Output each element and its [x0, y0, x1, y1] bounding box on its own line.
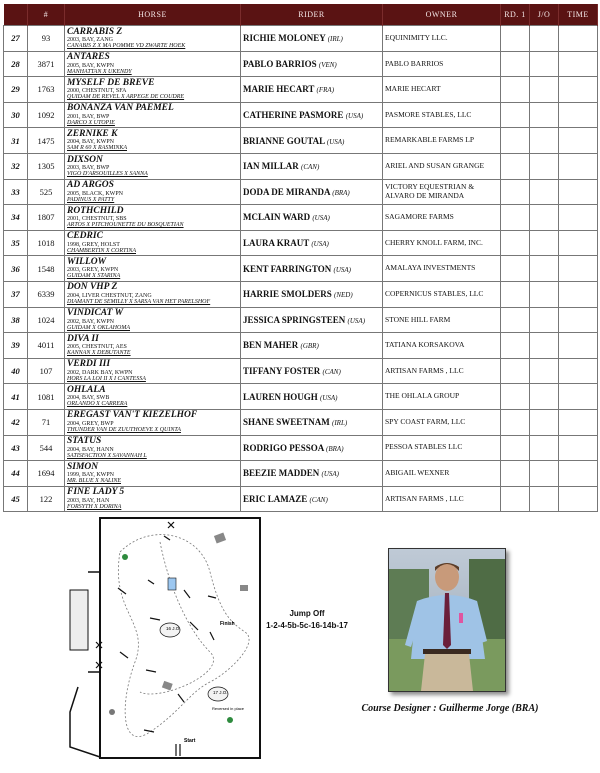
rider-name: KENT FARRINGTON — [243, 263, 332, 274]
order-cell: 30 — [4, 102, 28, 128]
rider-nationality: (USA) — [320, 393, 338, 402]
jumpoff-cell — [530, 153, 559, 179]
owner-cell: ARTISAN FARMS , LLC — [383, 486, 501, 512]
rider-cell — [241, 179, 383, 205]
table-row — [4, 307, 598, 333]
table-row — [4, 51, 598, 77]
horse-description: 2003, BAY, BWP — [67, 165, 110, 172]
round1-cell — [501, 230, 530, 256]
order-cell: 45 — [4, 486, 28, 512]
horse-description: 2004, BAY, SWB — [67, 395, 110, 402]
horse-name: DIVA II — [67, 333, 99, 344]
time-cell — [559, 461, 598, 487]
jo16-label: 16 J.O. — [166, 626, 181, 631]
jumpoff-cell — [530, 358, 559, 384]
table-row — [4, 333, 598, 359]
course-diagram — [60, 512, 265, 766]
jumpoff-cell — [530, 230, 559, 256]
start-label: Start — [184, 738, 196, 744]
table-row — [4, 435, 598, 461]
horse-cell — [65, 461, 241, 487]
horse-name: SIMON — [67, 461, 99, 472]
rider-nationality: (USA) — [345, 112, 364, 121]
rider-nationality: (FRA) — [316, 86, 335, 95]
round1-cell — [501, 307, 530, 333]
jumpoff-cell — [530, 256, 559, 282]
rider-cell — [241, 307, 383, 333]
table-row — [4, 230, 598, 256]
back-number-cell: 544 — [28, 435, 65, 461]
order-cell: 39 — [4, 333, 28, 359]
round1-cell — [501, 128, 530, 154]
back-number-cell: 1548 — [28, 256, 65, 282]
round1-cell — [501, 435, 530, 461]
horse-description: 2003, BAY, ZANG — [67, 37, 114, 44]
round1-cell — [501, 51, 530, 77]
table-row — [4, 77, 598, 103]
round1-cell — [501, 102, 530, 128]
rider-cell — [241, 358, 383, 384]
time-cell — [559, 102, 598, 128]
horse-name: ANTARES — [67, 52, 110, 63]
rider-cell — [241, 486, 383, 512]
back-number-cell: 1763 — [28, 77, 65, 103]
rider-cell — [241, 256, 383, 282]
rider-nationality: (USA) — [321, 470, 340, 479]
horse-cell — [65, 153, 241, 179]
rider-nationality: (VEN) — [318, 60, 337, 69]
horse-description: 2004, LIVER CHESTNUT, ZANG — [67, 292, 152, 299]
round1-cell — [501, 256, 530, 282]
rider-name: TIFFANY FOSTER — [243, 366, 321, 377]
order-cell: 44 — [4, 461, 28, 487]
back-number-cell: 107 — [28, 358, 65, 384]
horse-name: CARRABIS Z — [67, 26, 123, 37]
horse-pedigree: VIGO D'ARSOUILLES X SANNA — [67, 171, 148, 178]
jumpoff-cell — [530, 281, 559, 307]
table-row — [4, 281, 598, 307]
order-cell: 32 — [4, 153, 28, 179]
horse-pedigree: FORSYTH X DORINA — [67, 503, 122, 510]
rider-nationality: (IRL) — [327, 35, 343, 44]
horse-cell — [65, 384, 241, 410]
owner-cell: REMARKABLE FARMS LP — [383, 128, 501, 154]
order-cell: 34 — [4, 205, 28, 231]
back-number-cell: 93 — [28, 26, 65, 52]
time-cell — [559, 358, 598, 384]
horse-pedigree: HORS LA LOI II X I CANTESSA — [67, 375, 146, 382]
rider-nationality: (USA) — [347, 316, 366, 325]
reversed-label: Reversed in place — [212, 706, 245, 711]
round1-cell — [501, 179, 530, 205]
table-row — [4, 205, 598, 231]
round1-cell — [501, 281, 530, 307]
horse-pedigree: MANHATTAN X UKENDY — [67, 68, 132, 75]
table-row — [4, 486, 598, 512]
owner-cell: COPERNICUS STABLES, LLC — [383, 281, 501, 307]
horse-description: 2003, BAY, HAN — [67, 497, 110, 504]
horse-name: OHLALA — [67, 384, 106, 395]
rider-name: IAN MILLAR — [243, 161, 299, 172]
back-number-cell: 122 — [28, 486, 65, 512]
rider-cell — [241, 51, 383, 77]
header-jumpoff: J/O — [530, 4, 559, 26]
rider-cell — [241, 281, 383, 307]
rider-nationality: (CAN) — [322, 368, 341, 377]
order-cell: 33 — [4, 179, 28, 205]
jumpoff-cell — [530, 26, 559, 52]
rider-name: MARIE HECART — [243, 84, 315, 95]
order-cell: 43 — [4, 435, 28, 461]
header-horse: HORSE — [65, 4, 241, 26]
horse-pedigree: SATISFACTION X SAVANNAH L — [67, 452, 147, 459]
rider-nationality: (USA) — [333, 265, 352, 274]
rider-name: PABLO BARRIOS — [243, 58, 317, 69]
order-cell: 41 — [4, 384, 28, 410]
horse-cell — [65, 435, 241, 461]
round1-cell — [501, 333, 530, 359]
back-number-cell: 1807 — [28, 205, 65, 231]
rider-nationality: (NED) — [334, 291, 353, 300]
round1-cell — [501, 358, 530, 384]
jumpoff-cell — [530, 51, 559, 77]
rider-cell — [241, 153, 383, 179]
owner-cell: ABIGAIL WEXNER — [383, 461, 501, 487]
rider-cell — [241, 409, 383, 435]
course-designer-caption: Course Designer : Guilherme Jorge (BRA) — [361, 703, 539, 714]
table-row — [4, 409, 598, 435]
horse-cell — [65, 128, 241, 154]
table-row — [4, 102, 598, 128]
rider-name: LAUREN HOUGH — [243, 391, 318, 402]
horse-cell — [65, 102, 241, 128]
table-row — [4, 256, 598, 282]
rider-name: DODA DE MIRANDA — [243, 186, 331, 197]
jumpoff-title: Jump Off — [289, 609, 325, 618]
order-cell: 36 — [4, 256, 28, 282]
round1-cell — [501, 486, 530, 512]
owner-cell: SPY COAST FARM, LLC — [383, 409, 501, 435]
order-cell: 37 — [4, 281, 28, 307]
jumpoff-cell — [530, 205, 559, 231]
rider-cell — [241, 77, 383, 103]
back-number-cell: 1694 — [28, 461, 65, 487]
horse-description: 2002, DARK BAY, KWPN — [67, 369, 133, 376]
time-cell — [559, 179, 598, 205]
table-row — [4, 461, 598, 487]
rider-nationality: (IRL) — [332, 419, 348, 428]
owner-cell: ARIEL AND SUSAN GRANGE — [383, 153, 501, 179]
rider-name: SHANE SWEETNAM — [243, 417, 330, 428]
round1-cell — [501, 384, 530, 410]
header-owner: OWNER — [383, 4, 501, 26]
horse-cell — [65, 409, 241, 435]
time-cell — [559, 205, 598, 231]
rider-nationality: (BRA) — [332, 188, 350, 197]
round1-cell — [501, 461, 530, 487]
horse-name: ZERNIKE K — [67, 128, 118, 139]
horse-description: 2004, GREY, BWP — [67, 420, 114, 427]
jumpoff-cell — [530, 333, 559, 359]
jumpoff-cell — [530, 128, 559, 154]
order-cell: 27 — [4, 26, 28, 52]
back-number-cell: 525 — [28, 179, 65, 205]
horse-description: 2005, BLACK, KWPN — [67, 190, 124, 197]
horse-cell — [65, 486, 241, 512]
time-cell — [559, 128, 598, 154]
horse-pedigree: CANABIS Z X MA POMME VD ZWARTE HOEK — [67, 43, 186, 50]
course-designer-photo — [388, 548, 506, 692]
jumpoff-cell — [530, 409, 559, 435]
round1-cell — [501, 26, 530, 52]
rider-cell — [241, 128, 383, 154]
horse-description: 1998, GREY, HOLST — [67, 241, 120, 248]
rider-cell — [241, 384, 383, 410]
horse-pedigree: GUIDAM X STARINA — [67, 273, 121, 280]
rider-cell — [241, 26, 383, 52]
horse-description: 2005, BAY, KWPN — [67, 62, 115, 69]
horse-cell — [65, 230, 241, 256]
horse-cell — [65, 205, 241, 231]
horse-pedigree: ARTOS X PITCHOUNETTE DU BOSQUETIAN — [67, 222, 184, 229]
horse-description: 1999, BAY, KWPN — [67, 472, 115, 479]
owner-cell: STONE HILL FARM — [383, 307, 501, 333]
horse-cell — [65, 333, 241, 359]
horse-name: AD ARGOS — [67, 180, 114, 191]
horse-description: 2003, GREY, KWPN — [67, 267, 119, 274]
rider-cell — [241, 102, 383, 128]
horse-description: 2000, CHESTNUT, SFA — [67, 88, 127, 95]
header-time: TIME — [559, 4, 598, 26]
horse-description: 2001, BAY, BWP — [67, 113, 110, 120]
rider-name: ERIC LAMAZE — [243, 493, 308, 504]
back-number-cell: 71 — [28, 409, 65, 435]
back-number-cell: 1092 — [28, 102, 65, 128]
time-cell — [559, 153, 598, 179]
rider-name: BRIANNE GOUTAL — [243, 135, 325, 146]
rider-cell — [241, 230, 383, 256]
owner-cell: PASMORE STABLES, LLC — [383, 102, 501, 128]
round1-cell — [501, 205, 530, 231]
time-cell — [559, 307, 598, 333]
horse-name: VINDICAT W — [67, 308, 124, 319]
time-cell — [559, 256, 598, 282]
rider-name: RODRIGO PESSOA — [243, 442, 324, 453]
horse-pedigree: THUNDER VAN DE ZUUTHOEVE X QUINTA — [67, 426, 181, 433]
horse-cell — [65, 281, 241, 307]
back-number-cell: 1305 — [28, 153, 65, 179]
table-row — [4, 26, 598, 52]
horse-name: FINE LADY 5 — [67, 487, 125, 498]
owner-cell: MARIE HECART — [383, 77, 501, 103]
horse-cell — [65, 307, 241, 333]
time-cell — [559, 77, 598, 103]
order-cell: 29 — [4, 77, 28, 103]
owner-cell: PABLO BARRIOS — [383, 51, 501, 77]
time-cell — [559, 51, 598, 77]
horse-description: 2004, BAY, HANN — [67, 446, 114, 453]
horse-description: 2002, BAY, KWPN — [67, 318, 115, 325]
horse-description: 2001, CHESTNUT, SBS — [67, 216, 127, 223]
horse-pedigree: GUIDAM X OKLAHOMA — [67, 324, 130, 331]
header-number: # — [28, 4, 65, 26]
rider-name: MCLAIN WARD — [243, 212, 311, 223]
horse-cell — [65, 51, 241, 77]
horse-name: CEDRIC — [67, 231, 103, 242]
table-row — [4, 153, 598, 179]
time-cell — [559, 486, 598, 512]
time-cell — [559, 409, 598, 435]
horse-pedigree: QUIDAM DE REVEL X ARPEGE DE COUDRE — [67, 94, 185, 101]
back-number-cell: 1475 — [28, 128, 65, 154]
start-list-table — [3, 4, 598, 512]
horse-cell — [65, 358, 241, 384]
horse-pedigree: ORLANDO X CARRERA — [67, 401, 128, 408]
rider-cell — [241, 333, 383, 359]
rider-nationality: (CAN) — [309, 495, 328, 504]
order-cell: 42 — [4, 409, 28, 435]
time-cell — [559, 281, 598, 307]
owner-cell: ARTISAN FARMS , LLC — [383, 358, 501, 384]
rider-nationality: (USA) — [311, 240, 329, 249]
rider-cell — [241, 205, 383, 231]
rider-name: HARRIE SMOLDERS — [243, 289, 332, 300]
back-number-cell: 1081 — [28, 384, 65, 410]
order-cell: 38 — [4, 307, 28, 333]
table-row — [4, 179, 598, 205]
order-cell: 31 — [4, 128, 28, 154]
time-cell — [559, 26, 598, 52]
horse-description: 2005, CHESTNUT, AES — [67, 344, 127, 351]
horse-name: WILLOW — [67, 256, 107, 267]
finish-label: Finish — [220, 621, 235, 627]
owner-cell: EQUINIMITY LLC. — [383, 26, 501, 52]
header-order — [4, 4, 28, 26]
jumpoff-cell — [530, 102, 559, 128]
time-cell — [559, 230, 598, 256]
horse-cell — [65, 77, 241, 103]
jumpoff-cell — [530, 486, 559, 512]
back-number-cell: 1024 — [28, 307, 65, 333]
order-cell: 40 — [4, 358, 28, 384]
rider-cell — [241, 461, 383, 487]
horse-cell — [65, 256, 241, 282]
horse-pedigree: CHAMBERTIN X CORTINA — [67, 247, 136, 254]
rider-name: CATHERINE PASMORE — [243, 110, 344, 121]
owner-cell: AMALAYA INVESTMENTS — [383, 256, 501, 282]
horse-name: MYSELF DE BREVE — [67, 77, 155, 88]
order-cell: 35 — [4, 230, 28, 256]
horse-name: DIXSON — [67, 154, 103, 165]
horse-pedigree: DARCO X UTOPIE — [67, 119, 115, 126]
horse-pedigree: MR. BLUE X NALINE — [67, 478, 121, 485]
jumpoff-cell — [530, 179, 559, 205]
rider-cell — [241, 435, 383, 461]
horse-name: STATUS — [67, 436, 102, 447]
jumpoff-cell — [530, 384, 559, 410]
table-row — [4, 384, 598, 410]
table-header-row — [4, 4, 598, 26]
rider-name: BEN MAHER — [243, 340, 299, 351]
back-number-cell: 1018 — [28, 230, 65, 256]
jo17-label: 17 J.O. — [213, 690, 228, 695]
rider-nationality: (USA) — [312, 214, 330, 223]
back-number-cell: 6339 — [28, 281, 65, 307]
horse-pedigree: PADINUS X PATTY — [67, 196, 115, 203]
rider-name: JESSICA SPRINGSTEEN — [243, 314, 346, 325]
horse-cell — [65, 26, 241, 52]
order-cell: 28 — [4, 51, 28, 77]
round1-cell — [501, 409, 530, 435]
back-number-cell: 4011 — [28, 333, 65, 359]
jumpoff-cell — [530, 307, 559, 333]
horse-name: BONANZA VAN PAEMEL — [67, 103, 174, 114]
time-cell — [559, 384, 598, 410]
jumpoff-cell — [530, 461, 559, 487]
time-cell — [559, 333, 598, 359]
back-number-cell: 3871 — [28, 51, 65, 77]
rider-name: BEEZIE MADDEN — [243, 468, 320, 479]
jumpoff-cell — [530, 77, 559, 103]
table-row — [4, 358, 598, 384]
jumpoff-sequence: 1-2-4-5b-5c-16-14b-17 — [266, 621, 348, 630]
time-cell — [559, 435, 598, 461]
owner-cell: PESSOA STABLES LLC — [383, 435, 501, 461]
owner-cell: VICTORY EQUESTRIAN & ALVARO DE MIRANDA — [383, 179, 501, 205]
rider-nationality: (BRA) — [326, 444, 344, 453]
owner-cell: TATIANA KORSAKOVA — [383, 333, 501, 359]
rider-nationality: (USA) — [326, 137, 345, 146]
owner-cell: THE OHLALA GROUP — [383, 384, 501, 410]
horse-name: VERDI III — [67, 359, 111, 370]
horse-name: EREGAST VAN'T KIEZELHOF — [67, 410, 198, 421]
horse-pedigree: SAM R 60 X RASMINKA — [67, 145, 127, 152]
header-round1: RD. 1 — [501, 4, 530, 26]
header-rider: RIDER — [241, 4, 383, 26]
horse-pedigree: DIAMANT DE SEMILLY X SARSA VAN HET PARELSHOF — [67, 298, 211, 305]
rider-name: LAURA KRAUT — [243, 238, 310, 249]
horse-pedigree: KANNAN X DEBUTANTE — [67, 350, 131, 357]
round1-cell — [501, 77, 530, 103]
horse-cell — [65, 179, 241, 205]
round1-cell — [501, 153, 530, 179]
owner-cell: CHERRY KNOLL FARM, INC. — [383, 230, 501, 256]
jumpoff-cell — [530, 435, 559, 461]
rider-nationality: (CAN) — [301, 163, 320, 172]
horse-description: 2004, BAY, KWPN — [67, 139, 115, 146]
horse-name: ROTHCHILD — [67, 205, 124, 216]
table-row — [4, 128, 598, 154]
owner-cell: SAGAMORE FARMS — [383, 205, 501, 231]
jumpoff-info — [262, 608, 352, 632]
horse-name: DON VHP Z — [67, 282, 118, 293]
rider-nationality: (GBR) — [300, 342, 319, 351]
rider-name: RICHIE MOLONEY — [243, 33, 326, 44]
